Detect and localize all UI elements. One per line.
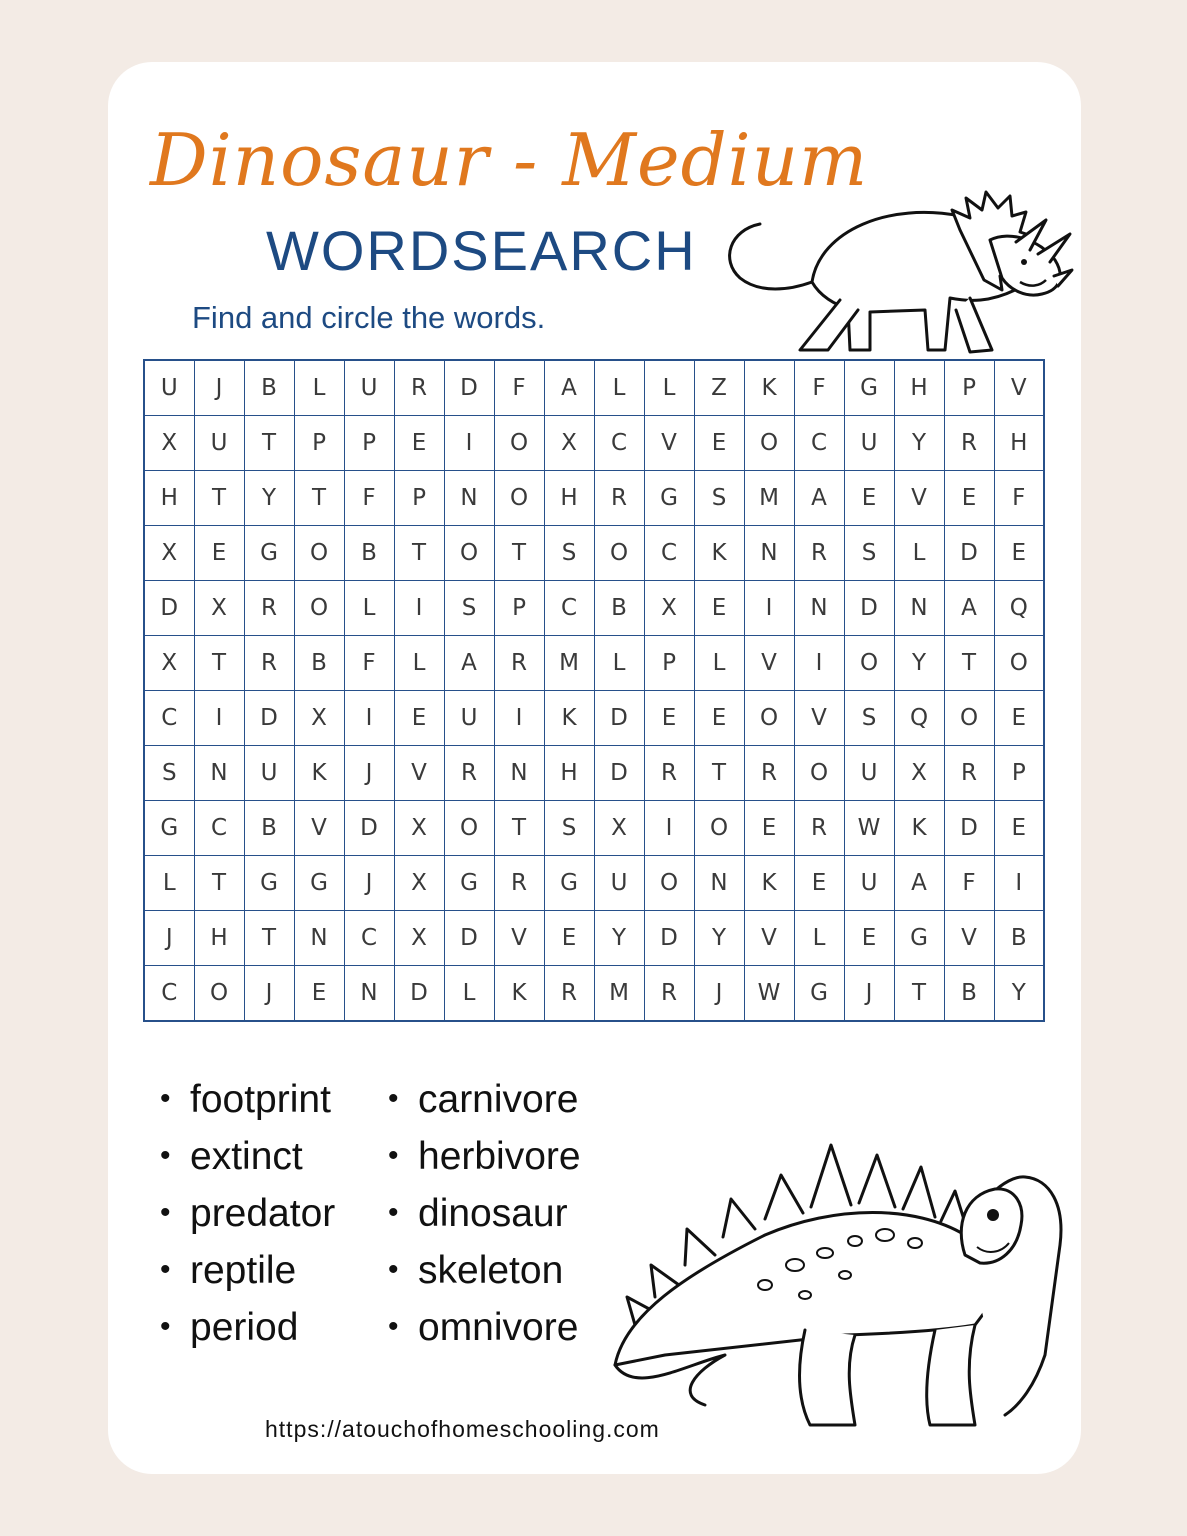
grid-cell[interactable]: X [394,856,444,911]
grid-cell[interactable]: G [294,856,344,911]
grid-cell[interactable]: R [794,801,844,856]
grid-cell[interactable]: B [944,966,994,1022]
grid-cell[interactable]: O [794,746,844,801]
grid-cell[interactable]: Q [994,581,1044,636]
grid-cell[interactable]: U [244,746,294,801]
grid-cell[interactable]: B [594,581,644,636]
grid-cell[interactable]: I [194,691,244,746]
grid-cell[interactable]: R [244,581,294,636]
grid-cell[interactable]: O [844,636,894,691]
grid-cell[interactable]: M [544,636,594,691]
grid-cell[interactable]: R [444,746,494,801]
grid-cell[interactable]: G [894,911,944,966]
worksheet-subtitle: WORDSEARCH [266,219,697,282]
grid-cell[interactable]: D [944,526,994,581]
grid-row [144,526,1044,581]
grid-cell[interactable]: R [244,636,294,691]
grid-cell[interactable]: L [444,966,494,1022]
grid-cell[interactable]: A [544,360,594,416]
grid-cell[interactable]: R [644,746,694,801]
grid-cell[interactable]: G [244,526,294,581]
grid-cell[interactable]: Z [694,360,744,416]
grid-cell[interactable]: T [244,911,294,966]
grid-cell[interactable]: E [994,526,1044,581]
grid-cell[interactable]: L [794,911,844,966]
grid-row [144,581,1044,636]
grid-cell[interactable]: S [544,526,594,581]
word-list-item: • footprint [160,1076,335,1133]
grid-cell[interactable]: I [744,581,794,636]
grid-cell[interactable]: R [494,636,544,691]
grid-cell[interactable]: S [544,801,594,856]
grid-cell[interactable]: E [744,801,794,856]
grid-cell[interactable]: G [544,856,594,911]
grid-cell[interactable]: X [294,691,344,746]
grid-cell[interactable]: V [744,636,794,691]
grid-cell[interactable]: G [444,856,494,911]
grid-row [144,911,1044,966]
grid-cell[interactable]: E [844,471,894,526]
grid-cell[interactable]: I [394,581,444,636]
grid-cell[interactable]: S [694,471,744,526]
grid-cell[interactable]: L [694,636,744,691]
grid-cell[interactable]: R [544,966,594,1022]
grid-cell[interactable]: J [194,360,244,416]
grid-cell[interactable]: P [994,746,1044,801]
grid-cell[interactable]: X [394,801,444,856]
grid-cell[interactable]: E [394,416,444,471]
grid-cell[interactable]: E [544,911,594,966]
grid-cell[interactable]: K [694,526,744,581]
grid-cell[interactable]: E [794,856,844,911]
grid-cell[interactable]: K [744,360,794,416]
grid-cell[interactable]: X [544,416,594,471]
grid-cell[interactable]: D [244,691,294,746]
grid-cell[interactable]: C [644,526,694,581]
grid-cell[interactable]: O [194,966,244,1022]
grid-cell[interactable]: J [344,746,394,801]
word-list-item: • carnivore [388,1076,581,1133]
grid-cell[interactable]: N [194,746,244,801]
grid-cell[interactable]: T [194,636,244,691]
grid-cell[interactable]: V [994,360,1044,416]
grid-cell[interactable]: R [794,526,844,581]
grid-cell[interactable]: U [844,746,894,801]
grid-cell[interactable]: O [744,691,794,746]
grid-cell[interactable]: V [894,471,944,526]
grid-cell[interactable]: P [494,581,544,636]
grid-cell[interactable]: P [394,471,444,526]
grid-cell[interactable]: C [344,911,394,966]
grid-cell[interactable]: N [494,746,544,801]
grid-row [144,801,1044,856]
grid-cell[interactable]: B [994,911,1044,966]
grid-cell[interactable]: J [244,966,294,1022]
grid-cell[interactable]: H [994,416,1044,471]
grid-cell[interactable]: E [694,691,744,746]
grid-cell[interactable]: N [294,911,344,966]
grid-cell[interactable]: O [644,856,694,911]
grid-cell[interactable]: J [344,856,394,911]
grid-row [144,856,1044,911]
grid-cell[interactable]: W [844,801,894,856]
grid-cell[interactable]: T [194,471,244,526]
grid-cell[interactable]: K [894,801,944,856]
grid-cell[interactable]: C [544,581,594,636]
grid-row [144,746,1044,801]
grid-cell[interactable]: D [594,746,644,801]
grid-cell[interactable]: T [894,966,944,1022]
grid-cell[interactable]: O [594,526,644,581]
grid-cell[interactable]: L [344,581,394,636]
grid-cell[interactable]: U [194,416,244,471]
grid-cell[interactable]: T [944,636,994,691]
grid-cell[interactable]: Y [894,636,944,691]
word-list-item: • herbivore [388,1133,581,1190]
grid-cell[interactable]: U [344,360,394,416]
word-search-grid [143,359,1045,1022]
grid-cell[interactable]: F [494,360,544,416]
grid-cell[interactable]: R [744,746,794,801]
grid-cell[interactable]: G [794,966,844,1022]
grid-cell[interactable]: J [694,966,744,1022]
grid-cell[interactable]: D [444,360,494,416]
grid-cell[interactable]: F [344,471,394,526]
grid-cell[interactable]: H [894,360,944,416]
grid-cell[interactable]: G [644,471,694,526]
grid-cell[interactable]: B [244,360,294,416]
grid-cell[interactable]: G [144,801,194,856]
grid-cell[interactable]: O [494,416,544,471]
word-list-item: • dinosaur [388,1190,581,1247]
grid-row [144,691,1044,746]
grid-cell[interactable]: Y [244,471,294,526]
grid-row [144,636,1044,691]
grid-row [144,966,1044,1022]
grid-cell[interactable]: P [944,360,994,416]
grid-cell[interactable]: A [944,581,994,636]
grid-cell[interactable]: X [594,801,644,856]
grid-cell[interactable]: X [144,416,194,471]
grid-cell[interactable]: H [194,911,244,966]
grid-cell[interactable]: T [494,526,544,581]
grid-cell[interactable]: C [794,416,844,471]
grid-cell[interactable]: O [694,801,744,856]
grid-cell[interactable]: E [694,416,744,471]
grid-cell[interactable]: I [794,636,844,691]
grid-cell[interactable]: T [294,471,344,526]
grid-cell[interactable]: X [194,581,244,636]
grid-cell[interactable]: N [894,581,944,636]
grid-cell[interactable]: K [494,966,544,1022]
grid-cell[interactable]: G [844,360,894,416]
grid-cell[interactable]: L [594,636,644,691]
grid-cell[interactable]: I [344,691,394,746]
grid-cell[interactable]: T [394,526,444,581]
grid-cell[interactable]: N [744,526,794,581]
grid-cell[interactable]: O [294,581,344,636]
grid-cell[interactable]: S [844,691,894,746]
grid-cell[interactable]: V [644,416,694,471]
grid-cell[interactable]: U [844,856,894,911]
grid-cell[interactable]: Q [894,691,944,746]
grid-cell[interactable]: F [794,360,844,416]
word-list-column-2 [388,1076,581,1361]
grid-cell[interactable]: V [394,746,444,801]
grid-cell[interactable]: N [344,966,394,1022]
grid-cell[interactable]: N [794,581,844,636]
grid-cell[interactable]: S [144,746,194,801]
grid-cell[interactable]: U [144,360,194,416]
grid-cell[interactable]: T [194,856,244,911]
grid-cell[interactable]: K [744,856,794,911]
grid-cell[interactable]: P [344,416,394,471]
grid-cell[interactable]: D [644,911,694,966]
grid-cell[interactable]: E [994,691,1044,746]
grid-row [144,360,1044,416]
grid-cell[interactable]: V [294,801,344,856]
grid-cell[interactable]: L [394,636,444,691]
grid-cell[interactable]: O [944,691,994,746]
grid-cell[interactable]: D [344,801,394,856]
footer-url: https://atouchofhomeschooling.com [265,1416,660,1442]
grid-cell[interactable]: M [594,966,644,1022]
grid-cell[interactable]: A [894,856,944,911]
grid-cell[interactable]: J [144,911,194,966]
triceratops-illustration [720,190,1075,360]
grid-cell[interactable]: H [544,471,594,526]
grid-cell[interactable]: F [944,856,994,911]
grid-cell[interactable]: X [644,581,694,636]
grid-cell[interactable]: E [294,966,344,1022]
stegosaurus-illustration [605,1125,1075,1435]
grid-cell[interactable]: E [694,581,744,636]
grid-cell[interactable]: B [244,801,294,856]
grid-cell[interactable]: X [394,911,444,966]
grid-cell[interactable]: Y [594,911,644,966]
grid-cell[interactable]: C [194,801,244,856]
word-list-item: • period [160,1304,335,1361]
grid-cell[interactable]: F [994,471,1044,526]
grid-cell[interactable]: D [844,581,894,636]
grid-cell[interactable]: J [844,966,894,1022]
grid-cell[interactable]: K [294,746,344,801]
grid-cell[interactable]: A [444,636,494,691]
grid-cell[interactable]: S [844,526,894,581]
grid-cell[interactable]: A [794,471,844,526]
grid-cell[interactable]: G [244,856,294,911]
grid-cell[interactable]: M [744,471,794,526]
grid-cell[interactable]: V [944,911,994,966]
grid-cell[interactable]: L [644,360,694,416]
grid-cell[interactable]: R [394,360,444,416]
grid-cell[interactable]: U [594,856,644,911]
grid-cell[interactable]: Y [894,416,944,471]
grid-cell[interactable]: L [894,526,944,581]
grid-cell[interactable]: E [194,526,244,581]
grid-cell[interactable]: B [294,636,344,691]
grid-cell[interactable]: O [494,471,544,526]
grid-cell[interactable]: E [994,801,1044,856]
grid-cell[interactable]: R [644,966,694,1022]
grid-cell[interactable]: L [594,360,644,416]
grid-cell[interactable]: S [444,581,494,636]
grid-cell[interactable]: N [694,856,744,911]
grid-cell[interactable]: O [294,526,344,581]
grid-cell[interactable]: P [294,416,344,471]
grid-cell[interactable]: X [144,526,194,581]
grid-cell[interactable]: C [144,966,194,1022]
grid-cell[interactable]: D [594,691,644,746]
grid-cell[interactable]: T [244,416,294,471]
word-list-item: • reptile [160,1247,335,1304]
grid-cell[interactable]: O [744,416,794,471]
grid-cell[interactable]: R [944,416,994,471]
grid-cell[interactable]: I [994,856,1044,911]
grid-row [144,416,1044,471]
grid-cell[interactable]: U [444,691,494,746]
grid-cell[interactable]: D [944,801,994,856]
word-list-column-1 [160,1076,335,1361]
grid-cell[interactable]: C [594,416,644,471]
grid-cell[interactable]: V [744,911,794,966]
grid-cell[interactable]: F [344,636,394,691]
grid-cell[interactable]: V [494,911,544,966]
grid-cell[interactable]: I [444,416,494,471]
grid-cell[interactable]: D [394,966,444,1022]
grid-cell[interactable]: I [494,691,544,746]
grid-cell[interactable]: X [144,636,194,691]
grid-cell[interactable]: O [994,636,1044,691]
word-list-item: • predator [160,1190,335,1247]
grid-cell[interactable]: T [494,801,544,856]
grid-cell[interactable]: O [444,801,494,856]
word-list-item: • omnivore [388,1304,581,1361]
grid-row [144,471,1044,526]
grid-cell[interactable]: P [644,636,694,691]
grid-cell[interactable]: L [294,360,344,416]
grid-cell[interactable]: H [144,471,194,526]
grid-cell[interactable]: R [594,471,644,526]
word-list-item: • extinct [160,1133,335,1190]
grid-cell[interactable]: V [794,691,844,746]
worksheet-title: Dinosaur - Medium [150,118,869,202]
instructions-text: Find and circle the words. [192,300,546,335]
grid-cell[interactable]: C [144,691,194,746]
grid-cell[interactable]: I [644,801,694,856]
grid-cell[interactable]: R [944,746,994,801]
grid-cell[interactable]: D [444,911,494,966]
grid-cell[interactable]: Y [694,911,744,966]
grid-cell[interactable]: E [944,471,994,526]
grid-cell[interactable]: W [744,966,794,1022]
grid-cell[interactable]: X [894,746,944,801]
grid-cell[interactable]: E [394,691,444,746]
word-list-item: • skeleton [388,1247,581,1304]
grid-cell[interactable]: R [494,856,544,911]
grid-cell[interactable]: E [644,691,694,746]
grid-cell[interactable]: B [344,526,394,581]
grid-cell[interactable]: U [844,416,894,471]
grid-cell[interactable]: O [444,526,494,581]
grid-cell[interactable]: H [544,746,594,801]
grid-cell[interactable]: L [144,856,194,911]
grid-cell[interactable]: K [544,691,594,746]
grid-cell[interactable]: Y [994,966,1044,1022]
grid-cell[interactable]: T [694,746,744,801]
grid-cell[interactable]: N [444,471,494,526]
grid-cell[interactable]: D [144,581,194,636]
grid-cell[interactable]: E [844,911,894,966]
